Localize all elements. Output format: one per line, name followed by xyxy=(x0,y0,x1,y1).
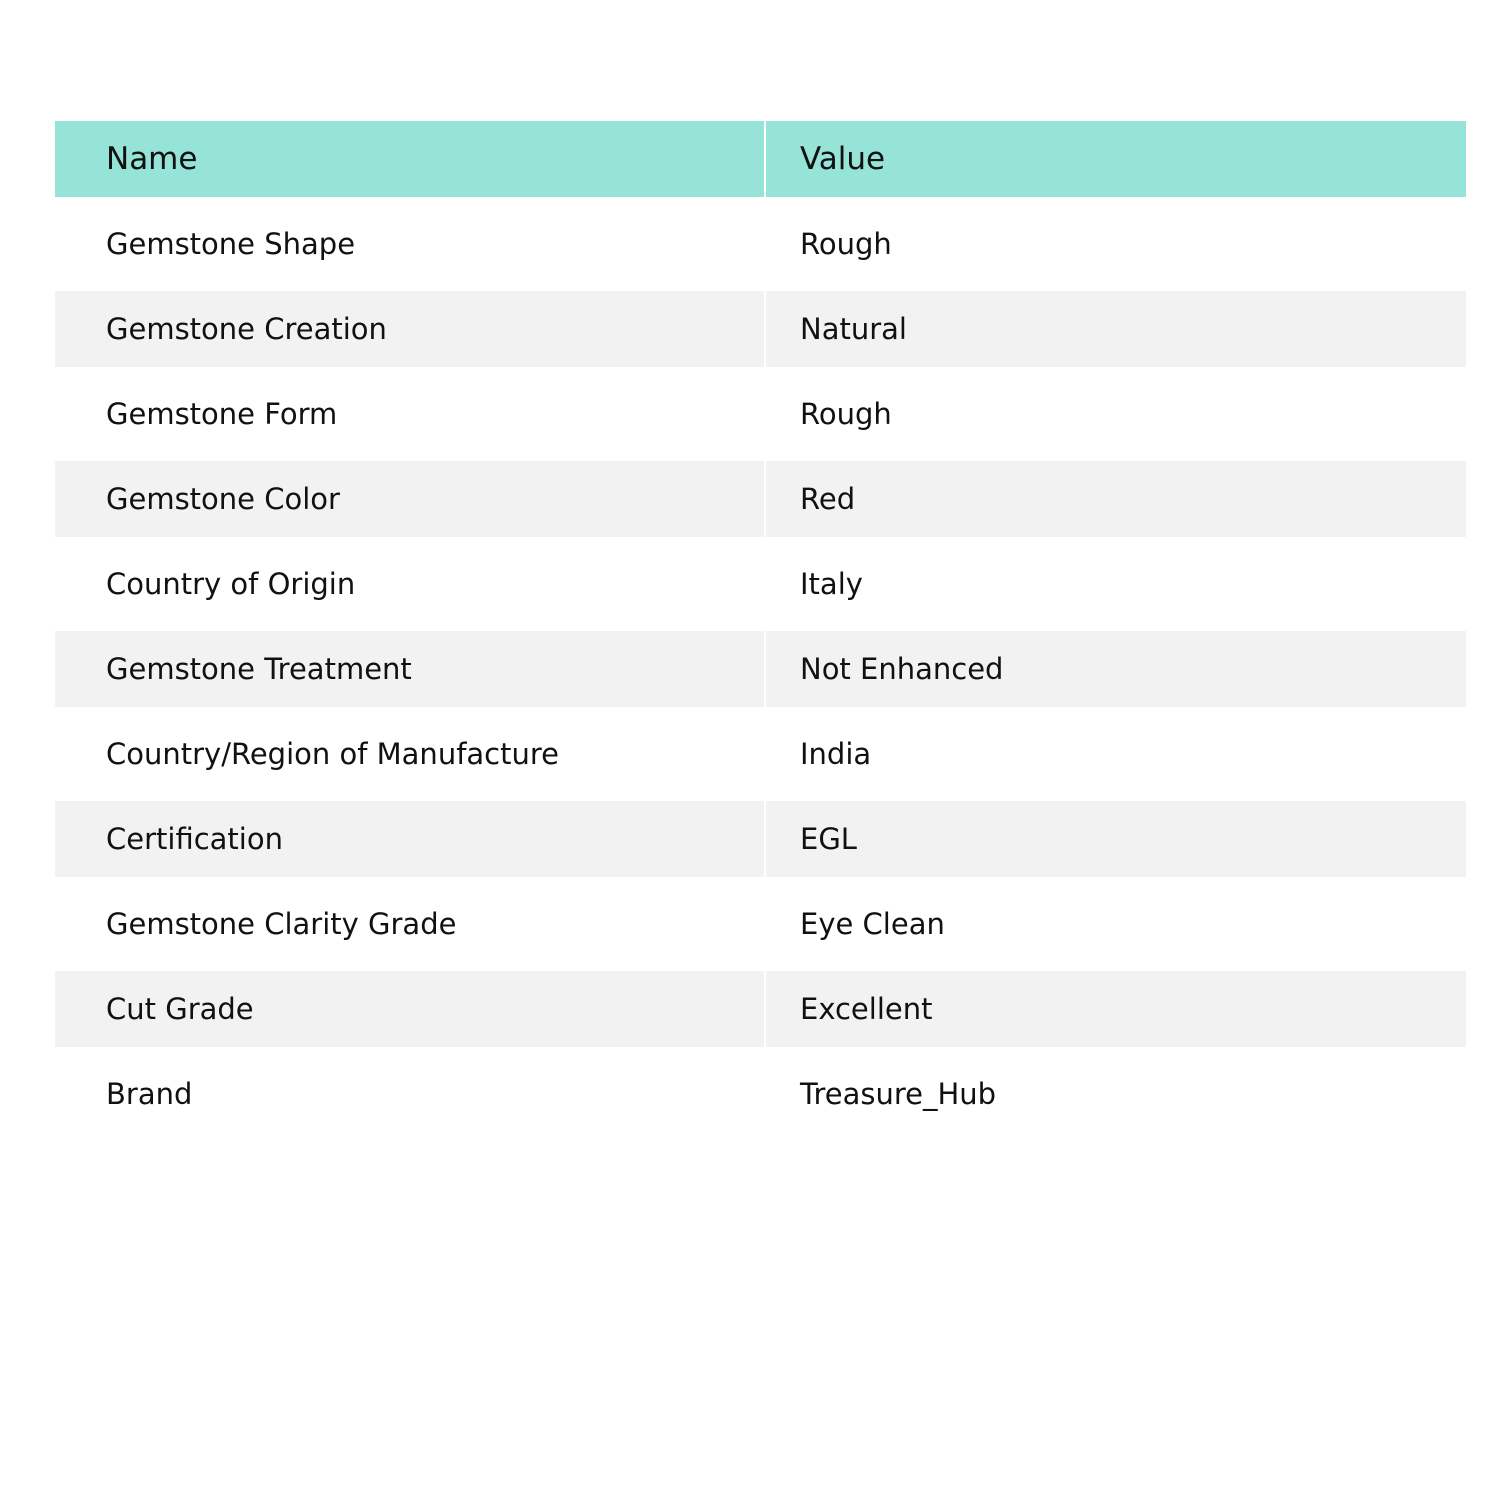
row-value-cell: India xyxy=(800,737,872,771)
row-name-cell: Gemstone Treatment xyxy=(55,631,766,707)
row-name-cell: Country of Origin xyxy=(106,567,356,601)
table-row xyxy=(55,461,1466,537)
row-value-cell: Rough xyxy=(800,227,892,261)
row-value-cell: Red xyxy=(800,482,856,516)
item-specifics-table xyxy=(55,121,1466,1141)
table-row xyxy=(55,877,1466,971)
row-name-cell: Brand xyxy=(106,1077,193,1111)
table-row xyxy=(55,707,1466,801)
row-value-cell: Treasure_Hub xyxy=(800,1077,997,1111)
row-name-cell: Country/Region of Manufacture xyxy=(106,737,559,771)
row-value-cell: EGL xyxy=(800,822,857,856)
table-row xyxy=(55,537,1466,631)
row-value-cell: Not Enhanced xyxy=(800,652,1004,686)
row-value-cell: Eye Clean xyxy=(800,907,945,941)
row-value-cell: Excellent xyxy=(800,992,933,1026)
table-row xyxy=(55,971,1466,1047)
table-row xyxy=(55,367,1466,461)
row-value-cell: Rough xyxy=(800,397,892,431)
row-name-cell: Gemstone Shape xyxy=(106,227,356,261)
row-value-cell: Natural xyxy=(800,312,907,346)
row-name-cell: Gemstone Color xyxy=(55,461,766,537)
row-name-cell: Cut Grade xyxy=(55,971,766,1047)
column-header-value: Value xyxy=(800,141,886,177)
row-value-cell: Italy xyxy=(800,567,863,601)
table-row xyxy=(55,1047,1466,1141)
row-name-cell: Gemstone Clarity Grade xyxy=(106,907,457,941)
row-name-cell: Certification xyxy=(55,801,766,877)
row-name-cell: Gemstone Creation xyxy=(55,291,766,367)
column-header-name: Name xyxy=(55,121,766,197)
table-row xyxy=(55,801,1466,877)
table-header-row xyxy=(55,121,1466,197)
table-row xyxy=(55,631,1466,707)
row-name-cell: Gemstone Form xyxy=(106,397,338,431)
table-row xyxy=(55,291,1466,367)
table-row xyxy=(55,197,1466,291)
